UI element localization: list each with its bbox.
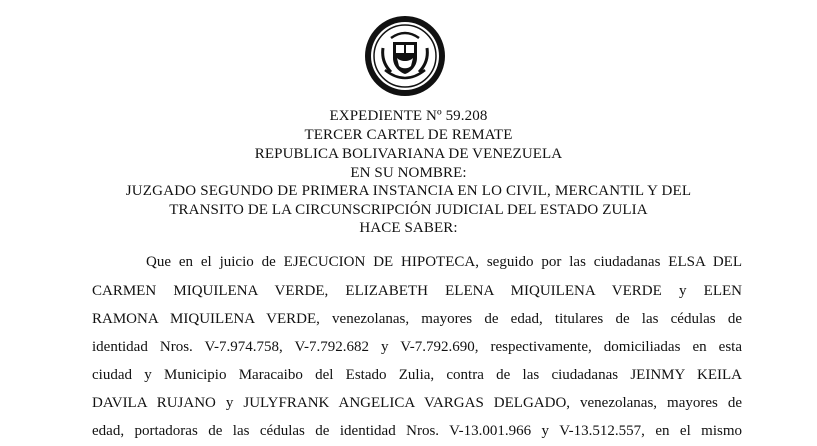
court-name-line-1: JUZGADO SEGUNDO DE PRIMERA INSTANCIA EN LO CIVIL, MERCANTIL Y DEL bbox=[125, 183, 692, 199]
expediente-number: EXPEDIENTE Nº 59.208 bbox=[329, 108, 488, 124]
republic-name: REPUBLICA BOLIVARIANA DE VENEZUELA bbox=[254, 146, 563, 162]
body-line-5: ciudad y Municipio Maracaibo del Estado Zulia, contra de las ciudadanas JEINMY KEILA bbox=[92, 367, 742, 383]
coat-of-arms-seal-icon bbox=[363, 14, 447, 98]
body-line-1: Que en el juicio de EJECUCION DE HIPOTECA, seguido por las ciudadanas ELSA DEL bbox=[146, 254, 742, 270]
body-line-7: edad, portadoras de las cédulas de identidad Nros. V-13.001.966 y V-13.512.557, en el mismo bbox=[92, 423, 742, 439]
en-su-nombre: EN SU NOMBRE: bbox=[350, 165, 467, 181]
body-line-6: DAVILA RUJANO y JULYFRANK ANGELICA VARGAS DELGADO, venezolanas, mayores de bbox=[92, 395, 742, 411]
hace-saber: HACE SABER: bbox=[359, 220, 458, 236]
body-line-3: RAMONA MIQUILENA VERDE, venezolanas, mayores de edad, titulares de las cédulas de bbox=[92, 311, 742, 327]
cartel-title: TERCER CARTEL DE REMATE bbox=[304, 127, 513, 143]
body-line-4: identidad Nros. V-7.974.758, V-7.792.682 y V-7.792.690, respectivamente, domiciliadas en esta bbox=[92, 339, 742, 355]
body-line-2: CARMEN MIQUILENA VERDE, ELIZABETH ELENA MIQUILENA VERDE y ELEN bbox=[92, 283, 742, 299]
court-name-line-2: TRANSITO DE LA CIRCUNSCRIPCIÓN JUDICIAL DEL ESTADO ZULIA bbox=[169, 202, 648, 218]
